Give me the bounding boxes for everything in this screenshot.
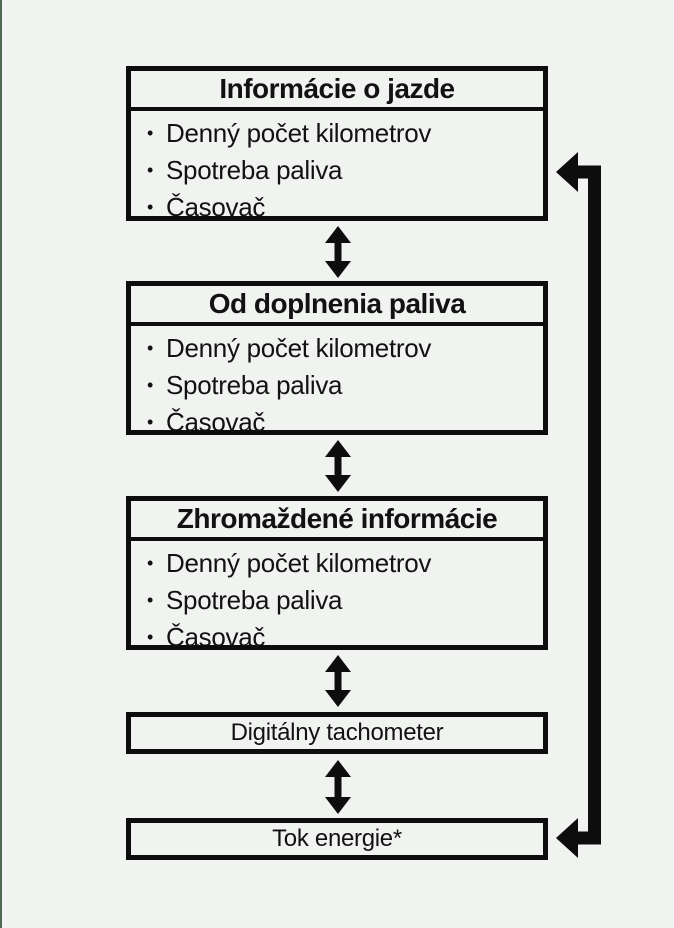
menu-item <box>147 116 543 153</box>
menu-item-label: Časovač <box>166 407 266 437</box>
double-arrow-icon-1 <box>325 226 351 278</box>
menu-box-since-refuelling <box>126 281 548 435</box>
double-arrow-icon-4 <box>325 760 351 814</box>
bullet-icon: • <box>147 375 154 395</box>
menu-item <box>147 546 543 583</box>
menu-item-label: Denný počet kilometrov <box>166 548 432 578</box>
menu-item-label: Spotreba paliva <box>166 155 343 185</box>
menu-box-label: Digitálny tachometer <box>230 719 444 746</box>
menu-item-label: Spotreba paliva <box>166 585 343 615</box>
menu-item-label: Časovač <box>166 192 266 222</box>
menu-box-title: Zhromaždené informácie <box>131 501 543 541</box>
menu-item-label: Denný počet kilometrov <box>166 333 432 363</box>
menu-box-trip-information <box>126 66 548 221</box>
menu-box-label: Tok energie* <box>272 825 402 852</box>
menu-box-energy-flow <box>126 818 548 860</box>
bullet-icon: • <box>147 590 154 610</box>
menu-item-label: Spotreba paliva <box>166 370 343 400</box>
menu-item <box>147 190 543 227</box>
menu-item <box>147 368 543 405</box>
double-arrow-icon-3 <box>325 655 351 707</box>
bullet-icon: • <box>147 627 154 647</box>
menu-item-list <box>131 111 543 227</box>
menu-item-label: Denný počet kilometrov <box>166 118 432 148</box>
menu-item <box>147 583 543 620</box>
bullet-icon: • <box>147 160 154 180</box>
double-arrow-icon-2 <box>325 440 351 492</box>
menu-box-digital-speedometer <box>126 712 548 754</box>
menu-item-list <box>131 326 543 442</box>
menu-item-list <box>131 541 543 657</box>
page-left-border <box>0 0 2 928</box>
bullet-icon: • <box>147 123 154 143</box>
menu-box-title: Informácie o jazde <box>131 71 543 111</box>
wraparound-arrow-icon <box>556 152 595 858</box>
menu-box-accumulated-information <box>126 496 548 650</box>
menu-box-title: Od doplnenia paliva <box>131 286 543 326</box>
bullet-icon: • <box>147 338 154 358</box>
bullet-icon: • <box>147 553 154 573</box>
bullet-icon: • <box>147 197 154 217</box>
menu-item <box>147 153 543 190</box>
menu-item-label: Časovač <box>166 622 266 652</box>
menu-item <box>147 620 543 657</box>
menu-item <box>147 331 543 368</box>
menu-item <box>147 405 543 442</box>
bullet-icon: • <box>147 412 154 432</box>
